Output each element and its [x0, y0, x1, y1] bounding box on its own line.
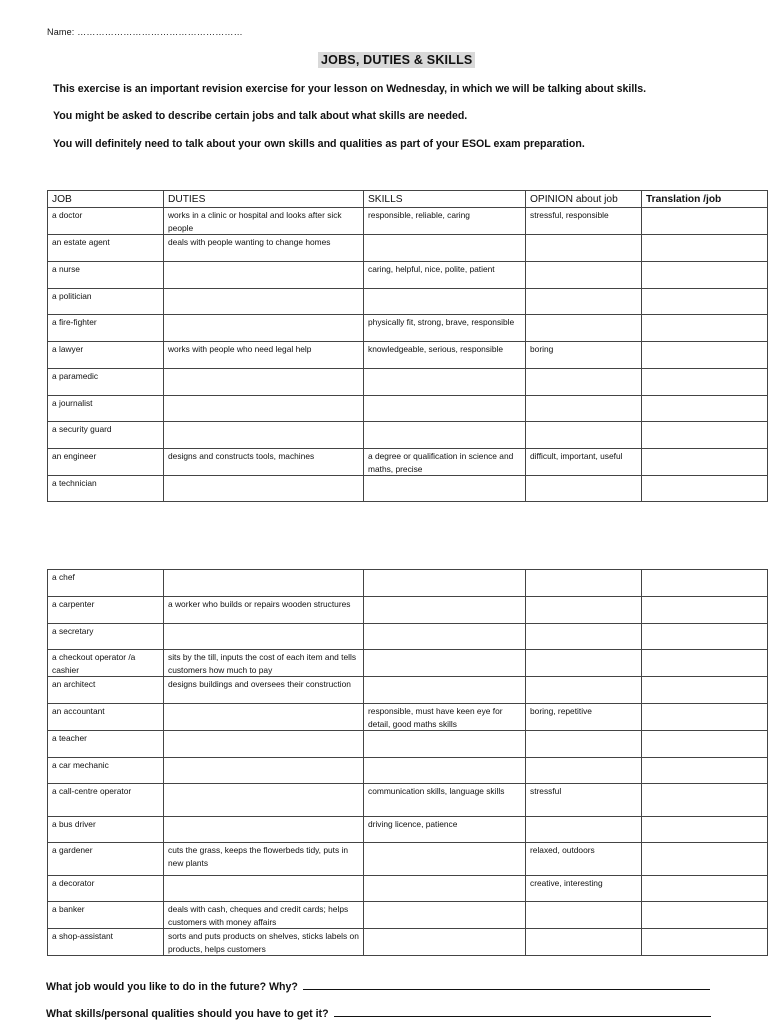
- table-row: [48, 208, 768, 235]
- duties-cell[interactable]: [164, 758, 364, 784]
- translation-cell[interactable]: [642, 476, 768, 502]
- table-row: [48, 876, 768, 902]
- name-field-label[interactable]: Name: ………………………………………………: [47, 27, 243, 37]
- table-row: [48, 422, 768, 449]
- job-cell: a lawyer: [48, 342, 164, 369]
- skills-cell[interactable]: [364, 731, 526, 758]
- table-row: [48, 449, 768, 476]
- translation-cell[interactable]: [642, 369, 768, 396]
- column-header-translation: Translation /job: [642, 191, 768, 208]
- job-cell: a politician: [48, 289, 164, 315]
- job-cell: a banker: [48, 902, 164, 929]
- translation-cell[interactable]: [642, 570, 768, 597]
- intro-paragraph: You might be asked to describe certain jobs and talk about what skills are needed.: [53, 110, 468, 122]
- duties-cell[interactable]: [164, 624, 364, 650]
- job-cell: a fire-fighter: [48, 315, 164, 342]
- translation-cell[interactable]: [642, 597, 768, 624]
- skills-cell[interactable]: [364, 758, 526, 784]
- table-row: [48, 817, 768, 843]
- column-header-opinion: OPINION about job: [526, 191, 642, 208]
- opinion-cell[interactable]: [526, 396, 642, 422]
- page-title: JOBS, DUTIES & SKILLS: [318, 52, 475, 68]
- column-header-duties: DUTIES: [164, 191, 364, 208]
- duties-cell[interactable]: [164, 369, 364, 396]
- table-row: [48, 570, 768, 597]
- opinion-cell: difficult, important, useful: [526, 449, 642, 476]
- job-cell: a technician: [48, 476, 164, 502]
- job-cell: a security guard: [48, 422, 164, 449]
- opinion-cell: stressful, responsible: [526, 208, 642, 235]
- opinion-cell[interactable]: [526, 315, 642, 342]
- translation-cell[interactable]: [642, 289, 768, 315]
- table-row: [48, 369, 768, 396]
- duties-cell: works in a clinic or hospital and looks after sick people: [164, 208, 364, 235]
- translation-cell[interactable]: [642, 758, 768, 784]
- table-body: [48, 570, 768, 956]
- intro-paragraph: You will definitely need to talk about your own skills and qualities as part of your ESOL exam preparation.: [53, 138, 585, 150]
- job-cell: a car mechanic: [48, 758, 164, 784]
- table-row: [48, 929, 768, 956]
- opinion-cell[interactable]: [526, 289, 642, 315]
- skills-cell: knowledgeable, serious, responsible: [364, 342, 526, 369]
- skills-cell: responsible, reliable, caring: [364, 208, 526, 235]
- opinion-cell[interactable]: [526, 650, 642, 677]
- job-cell: a journalist: [48, 396, 164, 422]
- job-cell: a nurse: [48, 262, 164, 289]
- skills-cell: physically fit, strong, brave, responsible: [364, 315, 526, 342]
- opinion-cell[interactable]: [526, 902, 642, 929]
- translation-cell[interactable]: [642, 817, 768, 843]
- translation-cell[interactable]: [642, 902, 768, 929]
- table-row: [48, 262, 768, 289]
- skills-cell[interactable]: [364, 289, 526, 315]
- skills-cell[interactable]: [364, 677, 526, 704]
- translation-cell[interactable]: [642, 235, 768, 262]
- job-cell: a shop-assistant: [48, 929, 164, 956]
- duties-cell: cuts the grass, keeps the flowerbeds tidy, puts in new plants: [164, 843, 364, 876]
- jobs-table-2: [47, 569, 768, 956]
- skills-cell: a degree or qualification in science and maths, precise: [364, 449, 526, 476]
- duties-cell: sorts and puts products on shelves, sticks labels on products, helps customers: [164, 929, 364, 956]
- duties-cell[interactable]: [164, 262, 364, 289]
- opinion-cell: boring: [526, 342, 642, 369]
- answer-line[interactable]: [334, 1007, 711, 1017]
- table-row: [48, 624, 768, 650]
- table-row: [48, 704, 768, 731]
- duties-cell: sits by the till, inputs the cost of each item and tells customers how much to pay: [164, 650, 364, 677]
- table-row: [48, 784, 768, 817]
- question-future-job: [46, 980, 710, 993]
- duties-cell[interactable]: [164, 784, 364, 817]
- job-cell: a chef: [48, 570, 164, 597]
- opinion-cell[interactable]: [526, 677, 642, 704]
- job-cell: an engineer: [48, 449, 164, 476]
- translation-cell[interactable]: [642, 929, 768, 956]
- opinion-cell[interactable]: [526, 570, 642, 597]
- job-cell: a gardener: [48, 843, 164, 876]
- question-text: What job would you like to do in the future? Why?: [46, 981, 298, 993]
- duties-cell[interactable]: [164, 289, 364, 315]
- duties-cell[interactable]: [164, 731, 364, 758]
- translation-cell[interactable]: [642, 876, 768, 902]
- skills-cell[interactable]: [364, 597, 526, 624]
- job-cell: a teacher: [48, 731, 164, 758]
- translation-cell[interactable]: [642, 650, 768, 677]
- opinion-cell: creative, interesting: [526, 876, 642, 902]
- duties-cell[interactable]: [164, 396, 364, 422]
- skills-cell[interactable]: [364, 396, 526, 422]
- opinion-cell: stressful: [526, 784, 642, 817]
- question-skills-needed: [46, 1007, 711, 1020]
- opinion-cell[interactable]: [526, 624, 642, 650]
- job-cell: a paramedic: [48, 369, 164, 396]
- table-header-row: [48, 191, 768, 208]
- duties-cell[interactable]: [164, 422, 364, 449]
- translation-cell[interactable]: [642, 315, 768, 342]
- opinion-cell[interactable]: [526, 476, 642, 502]
- table-row: [48, 315, 768, 342]
- job-cell: an accountant: [48, 704, 164, 731]
- job-cell: an architect: [48, 677, 164, 704]
- translation-cell[interactable]: [642, 342, 768, 369]
- job-cell: a call-centre operator: [48, 784, 164, 817]
- table-row: [48, 677, 768, 704]
- table-row: [48, 758, 768, 784]
- skills-cell: caring, helpful, nice, polite, patient: [364, 262, 526, 289]
- skills-cell[interactable]: [364, 650, 526, 677]
- table-row: [48, 235, 768, 262]
- job-cell: a carpenter: [48, 597, 164, 624]
- answer-line[interactable]: [303, 980, 710, 990]
- translation-cell[interactable]: [642, 208, 768, 235]
- opinion-cell: relaxed, outdoors: [526, 843, 642, 876]
- skills-cell[interactable]: [364, 570, 526, 597]
- column-header-skills: SKILLS: [364, 191, 526, 208]
- opinion-cell[interactable]: [526, 817, 642, 843]
- column-header-job: JOB: [48, 191, 164, 208]
- table-row: [48, 902, 768, 929]
- job-cell: a decorator: [48, 876, 164, 902]
- translation-cell[interactable]: [642, 704, 768, 731]
- translation-cell[interactable]: [642, 396, 768, 422]
- translation-cell[interactable]: [642, 784, 768, 817]
- skills-cell[interactable]: [364, 876, 526, 902]
- translation-cell[interactable]: [642, 843, 768, 876]
- translation-cell[interactable]: [642, 262, 768, 289]
- translation-cell[interactable]: [642, 731, 768, 758]
- skills-cell: communication skills, language skills: [364, 784, 526, 817]
- duties-cell: deals with cash, cheques and credit cards; helps customers with money affairs: [164, 902, 364, 929]
- skills-cell: driving licence, patience: [364, 817, 526, 843]
- opinion-cell[interactable]: [526, 597, 642, 624]
- table-row: [48, 843, 768, 876]
- duties-cell[interactable]: [164, 570, 364, 597]
- translation-cell[interactable]: [642, 449, 768, 476]
- duties-cell[interactable]: [164, 704, 364, 731]
- skills-cell[interactable]: [364, 929, 526, 956]
- duties-cell: works with people who need legal help: [164, 342, 364, 369]
- duties-cell: deals with people wanting to change homes: [164, 235, 364, 262]
- job-cell: a bus driver: [48, 817, 164, 843]
- table-body: [48, 208, 768, 502]
- skills-cell[interactable]: [364, 476, 526, 502]
- table-row: [48, 342, 768, 369]
- skills-cell[interactable]: [364, 422, 526, 449]
- job-cell: a checkout operator /a cashier: [48, 650, 164, 677]
- skills-cell[interactable]: [364, 902, 526, 929]
- table-row: [48, 396, 768, 422]
- opinion-cell[interactable]: [526, 731, 642, 758]
- translation-cell[interactable]: [642, 422, 768, 449]
- duties-cell: a worker who builds or repairs wooden structures: [164, 597, 364, 624]
- opinion-cell[interactable]: [526, 758, 642, 784]
- table-row: [48, 650, 768, 677]
- opinion-cell[interactable]: [526, 369, 642, 396]
- opinion-cell[interactable]: [526, 929, 642, 956]
- table-row: [48, 597, 768, 624]
- translation-cell[interactable]: [642, 624, 768, 650]
- table-row: [48, 476, 768, 502]
- opinion-cell[interactable]: [526, 422, 642, 449]
- intro-paragraph: This exercise is an important revision exercise for your lesson on Wednesday, in which we will be talking about skills.: [53, 83, 647, 95]
- skills-cell[interactable]: [364, 624, 526, 650]
- skills-cell: responsible, must have keen eye for detail, good maths skills: [364, 704, 526, 731]
- opinion-cell[interactable]: [526, 262, 642, 289]
- translation-cell[interactable]: [642, 677, 768, 704]
- duties-cell: designs and constructs tools, machines: [164, 449, 364, 476]
- duties-cell: designs buildings and oversees their construction: [164, 677, 364, 704]
- skills-cell[interactable]: [364, 235, 526, 262]
- job-cell: a doctor: [48, 208, 164, 235]
- table-row: [48, 289, 768, 315]
- duties-cell[interactable]: [164, 476, 364, 502]
- skills-cell[interactable]: [364, 843, 526, 876]
- table-row: [48, 731, 768, 758]
- duties-cell[interactable]: [164, 817, 364, 843]
- question-text: What skills/personal qualities should you have to get it?: [46, 1008, 329, 1020]
- duties-cell[interactable]: [164, 876, 364, 902]
- skills-cell[interactable]: [364, 369, 526, 396]
- duties-cell[interactable]: [164, 315, 364, 342]
- job-cell: an estate agent: [48, 235, 164, 262]
- job-cell: a secretary: [48, 624, 164, 650]
- opinion-cell[interactable]: [526, 235, 642, 262]
- opinion-cell: boring, repetitive: [526, 704, 642, 731]
- jobs-table-1: [47, 190, 768, 502]
